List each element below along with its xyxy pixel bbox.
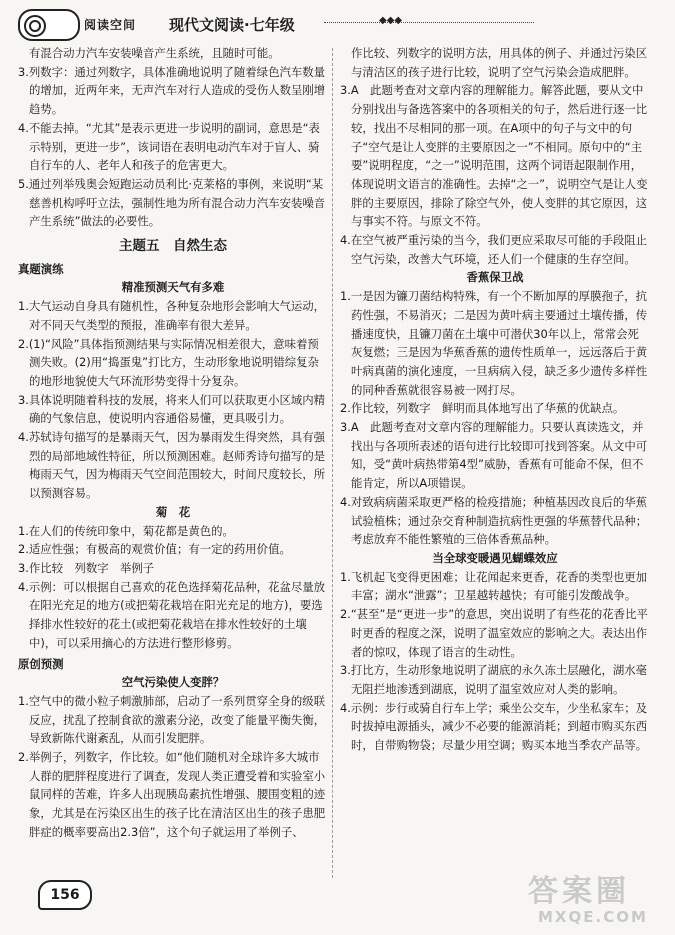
answer-item: 3.A 此题考查对文章内容的理解能力。解答此题，要从文中分别找出与备选答案中的各项相关的句子，然后进行逐一比较，找出不尽相同的那一项。在A项中的句子与文中的句子“空气是让人变胖的主要原因之一”不相同。原句中的“主要”说明程度，“之一”说明范围，这两个词语起限制作用，体现说明文语言的准确性。去掉“之一”，说明空气是让人变胖的主要原因，排除了除空气外，使人变胖的其它原因，这与事实不符。与原文不符。 — [340, 83, 648, 229]
answer-item: 3.A 此题考查对文章内容的理解能力。只要认真读选文，并找出与各项所表述的语句进行比较即可找到答案。从文中可知，受“黄叶病热带第4型”威胁，香蕉有可能命不保，但不能肯定，所以A项错误。 — [340, 420, 648, 491]
article-title: 当全球变暖遇见蝴蝶效应 — [432, 550, 558, 565]
article-title: 精准预测天气有多难 — [121, 280, 225, 295]
answer-item: 2.举例子，列数字，作比较。如“他们随机对全球许多大城市人群的肥胖程度进行了调查，发现人类正遭受着和实验室小鼠同样的苦难，许多人出现胰岛素抗性增强、腰围变粗的迹象，尤其是在污染区出生的孩子比在清洁区出生的孩子患肥胖症的概率要高出2.3倍”，这个句子就运用了举例子、 — [18, 750, 326, 839]
answer-item: 1.大气运动自身具有随机性，各种复杂地形会影响大气运动，对不同天气类型的预报，准确率有很大差异。 — [18, 299, 326, 332]
section-heading: 主题五 自然生态 — [119, 238, 227, 255]
subsection-label: 原创预测 — [18, 656, 64, 671]
watermark-logo: 答案圈 — [528, 874, 630, 909]
answer-item: 3.作比较 列数字 举例子 — [18, 560, 155, 575]
series-logo-icon — [18, 9, 80, 41]
answer-item: 4.在空气被严重污染的当今，我们更应采取尽可能的手段阻止空气污染，改善大气环境，还人们一个健康的生存空间。 — [340, 233, 648, 266]
header-dotted-rule — [324, 22, 534, 23]
answer-item: 3.打比方，生动形象地说明了湖底的永久冻土层融化，湖水毫无阻拦地渗透到湖底，说明了温室效应对人类的影响。 — [340, 663, 648, 696]
answer-item: 4.不能去掉。“尤其”是表示更进一步说明的副词，意思是“表示特别，更进一步”，该词语在表明电动汽车对于盲人、骑自行车的人、老年人和孩子的危害更大。 — [18, 120, 320, 173]
article-title: 空气污染使人变胖？ — [121, 675, 225, 690]
answer-item: 4.示例：步行或骑自行车上学；乘坐公交车，少坐私家车；及时拔掉电源插头，减少不必要的能源消耗；到超市购买东西时，自带购物袋；尽量少用空调；购买本地当季农产品等。 — [340, 700, 648, 753]
subsection-label: 真题演练 — [18, 261, 64, 276]
article-title: 香蕉保卫战 — [466, 270, 524, 285]
header-diamond-ornament: ◆◆◆ — [379, 15, 403, 26]
watermark-url: MXQE.COM — [538, 908, 648, 926]
page-header — [14, 6, 664, 40]
article-title: 菊 花 — [155, 504, 191, 519]
answer-item: 2.(1)“风险”具体指预测结果与实际情况相差很大，意味着预测失败。(2)用“捣蛋鬼”打比方，生动形象地说明错综复杂的地形地貌使大气环流形势变得十分复杂。 — [18, 336, 319, 388]
answer-item: 4.示例：可以根据自己喜欢的花色选择菊花品种，花盆尽量放在阳光充足的地方(或把菊花栽培在阳光充足的地方)，要选择排水性较好的花土(或把菊花栽培在排水性较好的土壤中)，可以采用摘心的方法进行整形修剪。 — [18, 579, 326, 650]
answer-item: 2.“甚至”是“更进一步”的意思，突出说明了有些花的花香比平时更香的程度之深，说明了温室效应的影响之大。表达出作者的惊叹，体现了语言的生动性。 — [340, 607, 648, 659]
answer-item: 1.飞机起飞变得更困难；让花闻起来更香，花香的类型也更加丰富；湖水“泄露”；卫星越转越快；有可能引发酸战争。 — [340, 569, 648, 603]
answer-item: 4.对致病病菌采取更严格的检疫措施；种植基因改良后的华蕉试验植株；通过杂交育种制造抗病性更强的华蕉替代品种；考虑放弃不能性繁殖的三倍体香蕉品种。 — [340, 494, 648, 547]
answer-item: 2.作比较，列数字 鲜明而具体地写出了华蕉的优缺点。 — [340, 401, 625, 416]
answer-item: 5.通过列举残奥会短跑运动员利比·克莱格的事例，来说明“某慈善机构呼吁立法，强制性地为所有混合动力汽车安装噪音产生系统”做法的必要性。 — [18, 176, 326, 229]
page-number: 156 — [38, 880, 92, 910]
answer-item: 1.一是因为镰刀菌结构特殊，有一个不断加厚的厚膜孢子，抗药性强，不易消灭；二是因为黄叶病主要通过土壤传播，传播速度快，且镰刀菌在土壤中可潜伏30年以上，常常会死灰复燃；三是因为华蕉香蕉的遗传性质单一，远远落后于黄叶病真菌的演化速度，一旦病病入侵，缺乏多少遗传多样性的同种香蕉就很容易被一网打尽。 — [340, 289, 648, 397]
series-brand: 阅读空间 — [84, 18, 137, 32]
answer-item: 3.列数字：通过列数字，具体准确地说明了随着绿色汽车数量的增加，近两年来，无声汽车对行人造成的受伤人数呈刚增趋势。 — [18, 64, 326, 117]
answer-item: 4.苏轼诗句描写的是暴雨天气，因为暴雨发生得突然，具有强烈的局部地域性特征，所以预测困难。赵师秀诗句描写的是梅雨天气，因为梅雨天气空间范围较大，时间尺度较长，所以预测容易。 — [18, 430, 326, 501]
column-divider — [332, 48, 333, 878]
continued-text: 有混合动力汽车安装噪音产生系统，且随时可能。 — [29, 46, 280, 60]
answer-item: 1.空气中的微小粒子刺激肺部，启动了一系列贯穿全身的级联反应，扰乱了控制食欲的激素分泌，改变了能量平衡失衡，导致新陈代谢紊乱，从而引发肥胖。 — [18, 693, 326, 746]
continued-text: 作比较、列数字的说明方法，用具体的例子、并通过污染区与清洁区的孩子进行比较，说明了空气污染会造成肥胖。 — [351, 46, 648, 79]
book-title: 现代文阅读·七年级 — [169, 16, 295, 34]
answer-item: 3.具体说明随着科技的发展，将来人们可以获取更小区域内精确的气象信息，使说明内容通俗易懂，更具吸引力。 — [18, 392, 326, 426]
answer-item: 2.适应性强；有极高的观赏价值；有一定的药用价值。 — [18, 542, 291, 557]
right-column — [340, 44, 650, 755]
left-column — [18, 44, 328, 842]
answer-item: 1.在人们的传统印象中，菊花都是黄色的。 — [18, 523, 234, 538]
